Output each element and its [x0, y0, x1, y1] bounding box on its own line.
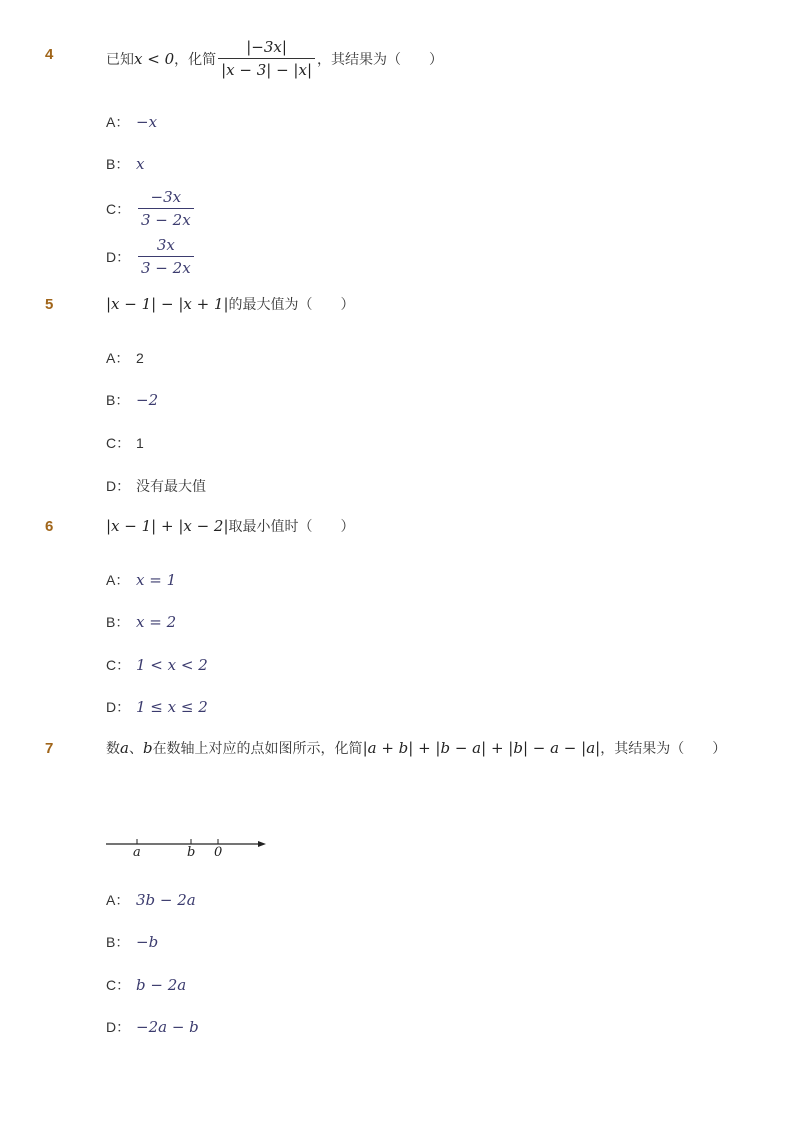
option-label: D：	[106, 1019, 131, 1035]
option-label: D：	[106, 478, 131, 494]
option-math: −2	[136, 391, 159, 409]
option-fraction	[138, 188, 194, 229]
option-text: 2	[136, 350, 144, 366]
label-a: a	[133, 845, 141, 860]
stem-text: ，其结果为（ ）	[600, 740, 727, 756]
fraction-numerator: −3x	[150, 188, 182, 206]
question-6-option-b[interactable]	[106, 612, 176, 632]
stem-text: 取最小值时（ ）	[228, 518, 355, 534]
question-7-option-c[interactable]	[106, 975, 186, 995]
option-math: 1 < x < 2	[136, 656, 208, 674]
question-6-stem	[106, 516, 355, 536]
question-5-option-a[interactable]	[106, 348, 144, 368]
option-math: −x	[136, 113, 158, 131]
stem-math: a	[120, 739, 129, 757]
question-4-stem	[106, 38, 443, 79]
question-7-option-a[interactable]	[106, 890, 196, 910]
question-5-option-c[interactable]	[106, 433, 144, 453]
option-label: B：	[106, 156, 130, 172]
stem-math: x < 0	[134, 49, 175, 68]
question-6-option-a[interactable]	[106, 570, 176, 590]
arrow-head-icon	[258, 841, 266, 847]
question-number-4: 4	[45, 46, 54, 63]
option-label: B：	[106, 614, 130, 630]
question-7-stem	[106, 738, 726, 758]
option-text: 1	[136, 435, 144, 451]
option-label: C：	[106, 435, 131, 451]
fraction-numerator: |−3x|	[246, 38, 287, 56]
number-line-figure	[100, 832, 280, 862]
label-b: b	[187, 845, 196, 860]
question-6-option-d[interactable]	[106, 697, 208, 717]
stem-text: 、	[128, 740, 143, 756]
option-label: A：	[106, 572, 130, 588]
option-label: A：	[106, 350, 130, 366]
question-number-5: 5	[45, 296, 54, 313]
stem-math: |x − 1| − |x + 1|	[106, 295, 229, 313]
option-text: 没有最大值	[136, 478, 206, 494]
stem-math: |a + b| + |b − a| + |b| − a − |a|	[362, 739, 601, 757]
label-zero: 0	[214, 845, 223, 860]
fraction-denominator: |x − 3| − |x|	[218, 58, 315, 79]
stem-text: 数	[106, 740, 120, 756]
option-math: 3b − 2a	[136, 891, 196, 909]
question-6-option-c[interactable]	[106, 655, 208, 675]
fraction-denominator: 3 − 2x	[138, 256, 194, 277]
stem-text: ，化简	[174, 50, 217, 67]
option-math: x = 1	[136, 571, 177, 589]
stem-text: 在数轴上对应的点如图所示，化简	[152, 740, 363, 756]
fraction-numerator: 3x	[156, 236, 175, 254]
option-label: B：	[106, 934, 130, 950]
option-math: −2a − b	[136, 1018, 199, 1036]
option-label: C：	[106, 977, 131, 993]
stem-text: 已知	[106, 50, 134, 67]
question-number-6: 6	[45, 518, 54, 535]
question-4-option-c[interactable]	[106, 188, 196, 229]
question-5-option-d[interactable]	[106, 476, 206, 496]
question-7-option-d[interactable]	[106, 1017, 199, 1037]
option-label: D：	[106, 248, 131, 265]
stem-text: ，其结果为（ ）	[317, 50, 443, 67]
stem-math: b	[142, 739, 153, 757]
option-label: A：	[106, 892, 130, 908]
option-math: x = 2	[136, 613, 177, 631]
stem-math: |x − 1| + |x − 2|	[106, 517, 229, 535]
stem-text: 的最大值为（ ）	[228, 296, 355, 312]
option-math: b − 2a	[136, 976, 187, 994]
option-label: A：	[106, 114, 130, 130]
question-4-option-d[interactable]	[106, 236, 196, 277]
option-math: −b	[136, 933, 159, 951]
question-number-7: 7	[45, 740, 54, 757]
question-7-option-b[interactable]	[106, 932, 158, 952]
question-4-option-b[interactable]	[106, 154, 144, 174]
option-label: C：	[106, 200, 131, 217]
question-4-option-a[interactable]	[106, 112, 157, 132]
fraction-denominator: 3 − 2x	[138, 208, 194, 229]
option-label: C：	[106, 657, 131, 673]
option-math: 1 ≤ x ≤ 2	[136, 698, 208, 716]
option-label: B：	[106, 392, 130, 408]
option-fraction	[138, 236, 194, 277]
option-label: D：	[106, 699, 131, 715]
stem-fraction	[218, 38, 315, 79]
question-5-option-b[interactable]	[106, 390, 158, 410]
option-math: x	[136, 155, 145, 173]
question-5-stem	[106, 294, 355, 314]
